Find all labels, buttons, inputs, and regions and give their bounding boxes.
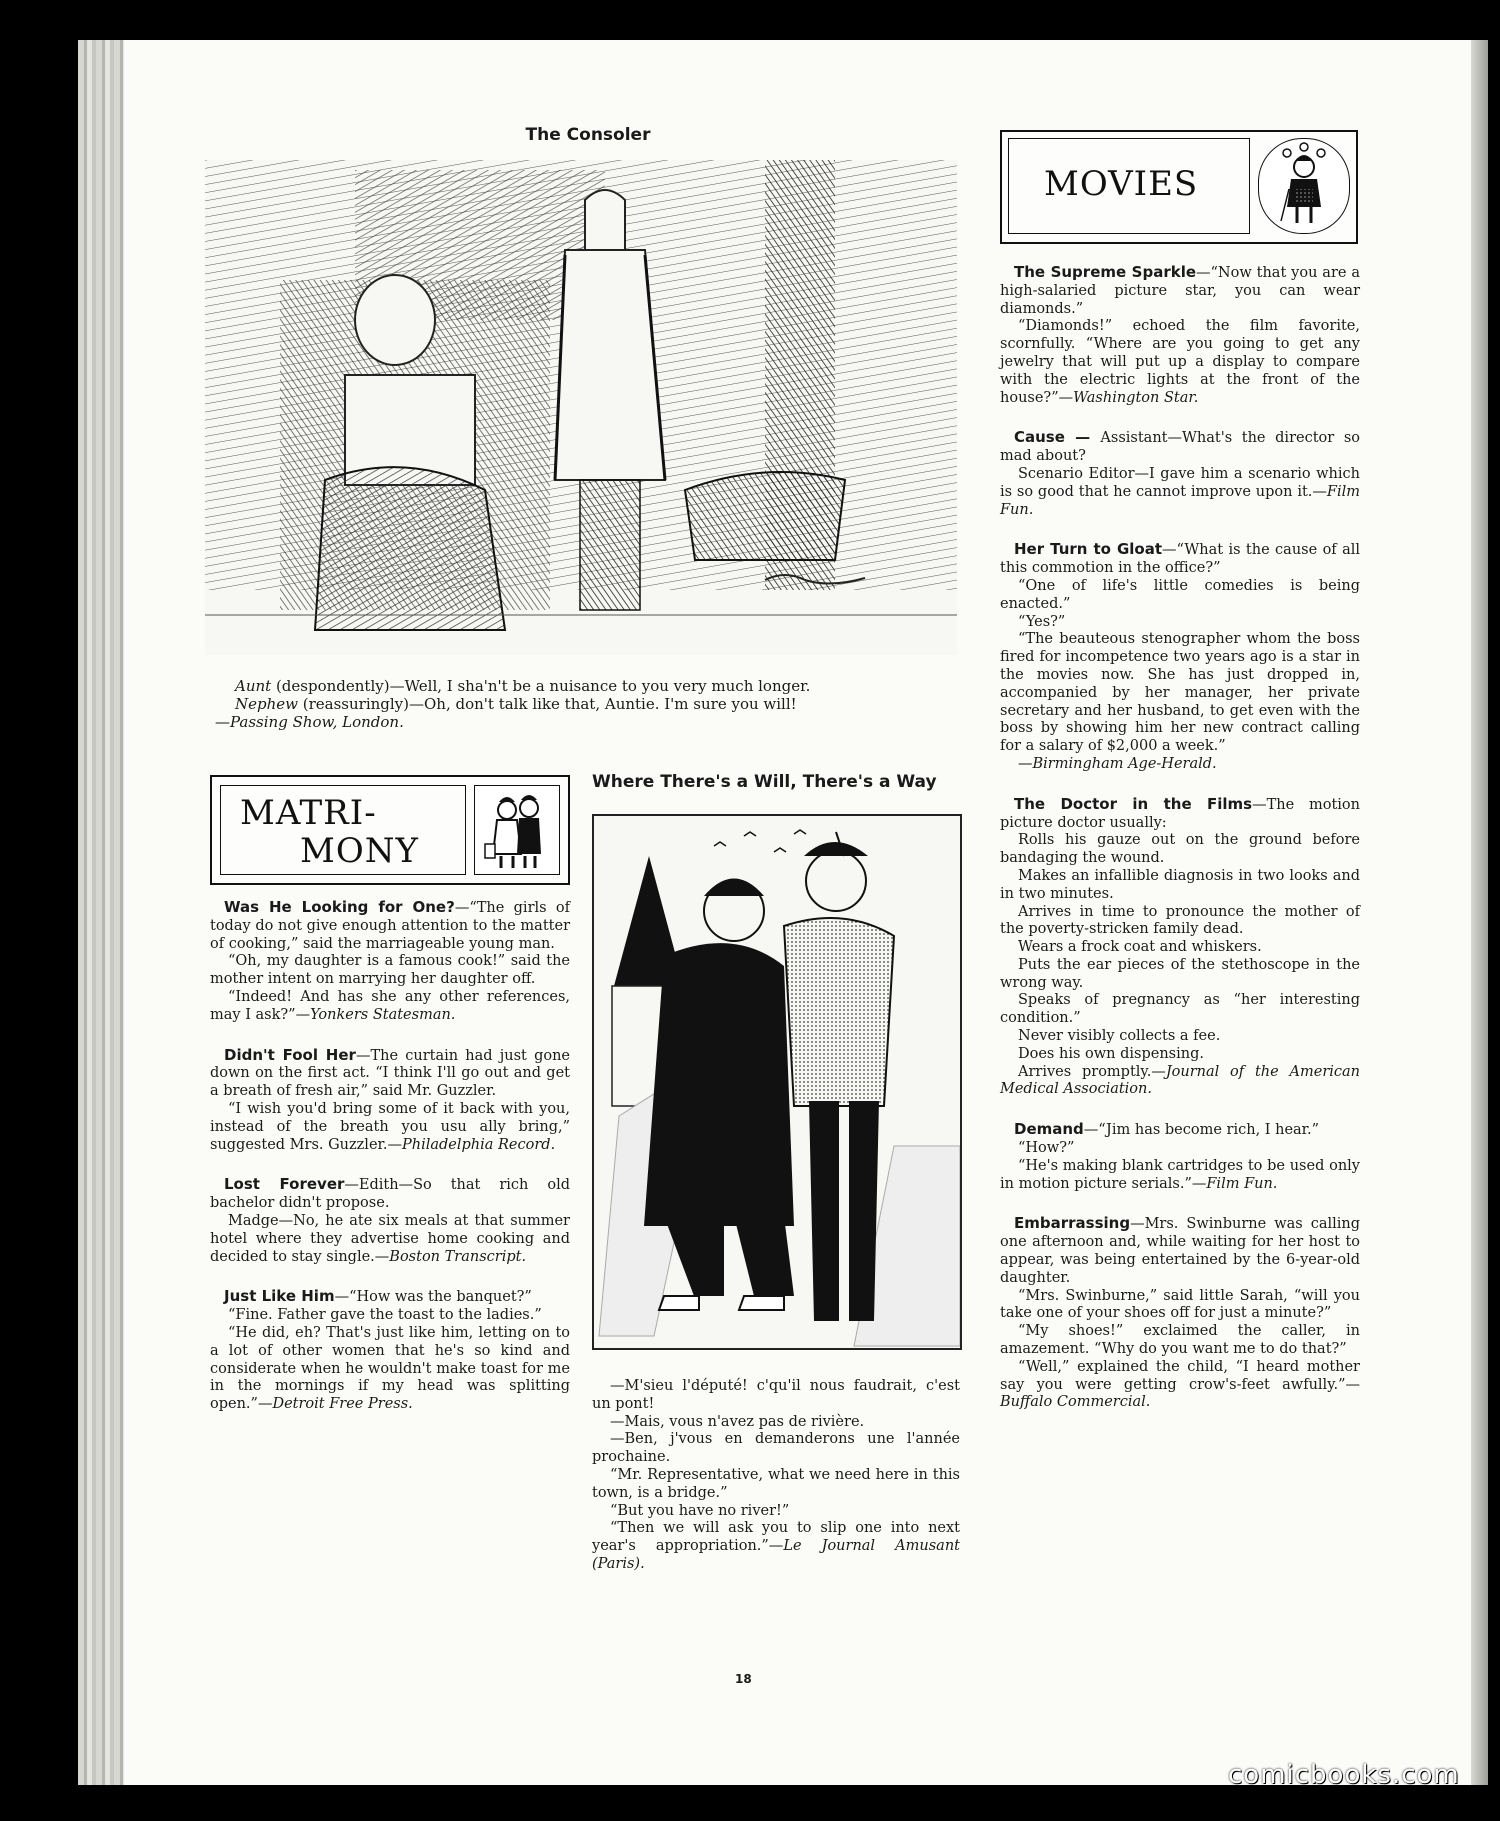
nephew-line: (reassuringly)—Oh, don't talk like that, Auntie. I'm sure you will! [297,695,797,713]
joke-source: Boston Transcript. [389,1248,527,1265]
consoler-section [205,125,965,731]
site-watermark: comicbooks.com [1228,1760,1460,1790]
joke-source: Buffalo Commercial. [1000,1394,1151,1411]
joke-title: Her Turn to Gloat [1014,540,1163,559]
matrimony-title-line1: MATRI- [240,793,377,833]
matrimony-section [210,775,570,1436]
will-way-title: Where There's a Will, There's a Way [592,772,937,792]
joke-supreme-sparkle: The Supreme Sparkle—“Now that you are a high-salaried picture star, you can wear diamonds.” “Diamonds!” echoed the film favorite, scornfully. “Where are you going to get any jewelry that will put up a display to compare with the electric lights at the front of the house?”—Washington Star. [1000,263,1360,406]
will-way-drawing [594,816,960,1348]
joke-demand: Demand—“Jim has become rich, I hear.” “How?” “He's making blank cartridges to be used only in motion picture serials.”—Film Fun. [1000,1120,1360,1192]
joke-cause: Cause — Assistant—What's the director so mad about? Scenario Editor—I gave him a scenario which is so good that he cannot improve upon it.—Film Fun. [1000,428,1361,518]
couple-icon [474,785,560,875]
joke-title: Cause — [1014,428,1101,447]
joke-source: Film Fun. [1000,483,1360,518]
joke-source: Film Fun. [1206,1175,1278,1192]
consoler-illustration [205,160,957,655]
movies-section [1000,130,1360,1434]
page-edge [1471,40,1488,1785]
nephew-speaker: Nephew [235,695,298,713]
page-number: 18 [735,1672,752,1686]
consoler-source: —Passing Show, London. [215,713,404,731]
will-way-section [592,772,960,1596]
matrimony-title-line2: MONY [300,831,419,871]
french-line-2: —Mais, vous n'avez pas de rivière. [610,1413,865,1430]
french-line-1: —M'sieu l'député! c'qu'il nous faudrait, c'est un pont! [592,1378,960,1412]
french-line-3: —Ben, j'vous en demanderons une l'année prochaine. [592,1431,960,1466]
joke-title: Was He Looking for One? [224,898,455,916]
english-line-2: “But you have no river!” [610,1502,790,1519]
joke-title: Didn't Fool Her [224,1045,356,1064]
consoler-caption-aunt [205,677,965,695]
will-way-illustration [592,814,962,1350]
joke-source: Yonkers Statesman. [310,1006,456,1023]
joke-doctor-in-films: The Doctor in the Films—The motion picture doctor usually: Rolls his gauze out on the ground before bandaging the wound. Makes an infallible diagnosis in two looks and in two minutes. Arrives in time to pronounce the mother of the poverty-stricken family dead. Wears a frock coat and whiskers. Puts the ear pieces of the stethoscope in the wrong way. Speaks of pregnancy as “her interesting condition.” Never visibly collects a fee. Does his own dispensing. Arrives promptly.—Journal of the American Medical Association. [1000,794,1360,1098]
joke-just-like-him: Just Like Him—“How was the banquet?” “Fine. Father gave the toast to the ladies.” “He did, eh? That's just like him, letting on to a lot of other women that he's so kind and considerate when he wouldn't make toast for me in the mornings if my head was splitting open.”—Detroit Free Press. [210,1287,570,1413]
joke-lost-forever: Lost Forever—Edith—So that rich old bachelor didn't propose. Madge—No, he ate six meals at that summer hotel where they advertise home cooking and decided to stay single.—Boston Transcript. [210,1175,570,1265]
matrimony-header [210,775,570,885]
joke-source: —Birmingham Age-Herald. [1018,755,1217,772]
joke-source: Detroit Free Press. [272,1396,413,1413]
aunt-line: (despondently)—Well, I sha'n't be a nuisance to you very much longer. [271,677,811,695]
joke-title: Demand [1014,1120,1084,1139]
joke-source: Philadelphia Record. [401,1136,556,1153]
consoler-title: The Consoler [525,125,651,145]
will-way-source: Le Journal Amusant (Paris). [592,1538,960,1572]
english-line-1: “Mr. Representative, what we need here in this town, is a bridge.” [592,1466,960,1501]
movies-title: MOVIES [1044,164,1199,204]
joke-title: The Doctor in the Films [1014,794,1253,813]
consoler-drawing [205,160,957,655]
joke-title: Just Like Him [224,1287,335,1306]
joke-title: Embarrassing [1014,1214,1131,1233]
english-line-3: “Then we will ask you to slip one into next year's appropriation.”— [592,1520,960,1555]
joke-title: The Supreme Sparkle [1014,263,1197,281]
joke-source: Washington Star. [1073,389,1199,406]
joke-source: Journal of the American Medical Association. [1000,1063,1360,1098]
joke-looking-for-one: Was He Looking for One?—“The girls of today do not give enough attention to the matter of cooking,” said the marriageable young man. “Oh, my daughter is a famous cook!” said the mother intent on marrying her daughter off. “Indeed! And has she any other references, may I ask?”—Yonkers Statesman. [210,898,571,1023]
page-binding [78,40,124,1785]
movies-header [1000,130,1358,244]
aunt-speaker: Aunt [235,677,272,695]
joke-title: Lost Forever [224,1175,345,1194]
joke-didnt-fool-her: Didn't Fool Her—The curtain had just gone down on the first act. “I think I'll go out and get a breath of fresh air,” said Mr. Guzzler. “I wish you'd bring some of it back with you, instead of the breath you usu ally bring,” suggested Mrs. Guzzler.—Philadelphia Record. [210,1045,570,1153]
joke-her-turn-to-gloat: Her Turn to Gloat—“What is the cause of all this commotion in the office?” “One of life's little comedies is being enacted.” “Yes?” “The beauteous stenographer whom the boss fired for incompetence two years ago is a star in the movies now. She has just dropped in, accompanied by her manager, her private secretary and her husband, to get even with the boss by showing him her new contract calling for a salary of $2,000 a week.” —Birmingham Age-Herald. [1000,540,1360,772]
will-way-text [592,1378,960,1574]
joke-embarrassing: Embarrassing—Mrs. Swinburne was calling one afternoon and, while waiting for her host to appear, was being entertained by the 6-year-old daughter. “Mrs. Swinburne,” said little Sarah, “will you take one of your shoes off for just a minute?” “My shoes!” exclaimed the caller, in amazement. “Why do you want me to do that?” “Well,” explained the child, “I heard mother say you were getting crow's-feet awfully.”—Buffalo Commercial. [1000,1214,1360,1411]
movie-star-icon [1258,138,1350,234]
consoler-caption-nephew [205,695,965,713]
